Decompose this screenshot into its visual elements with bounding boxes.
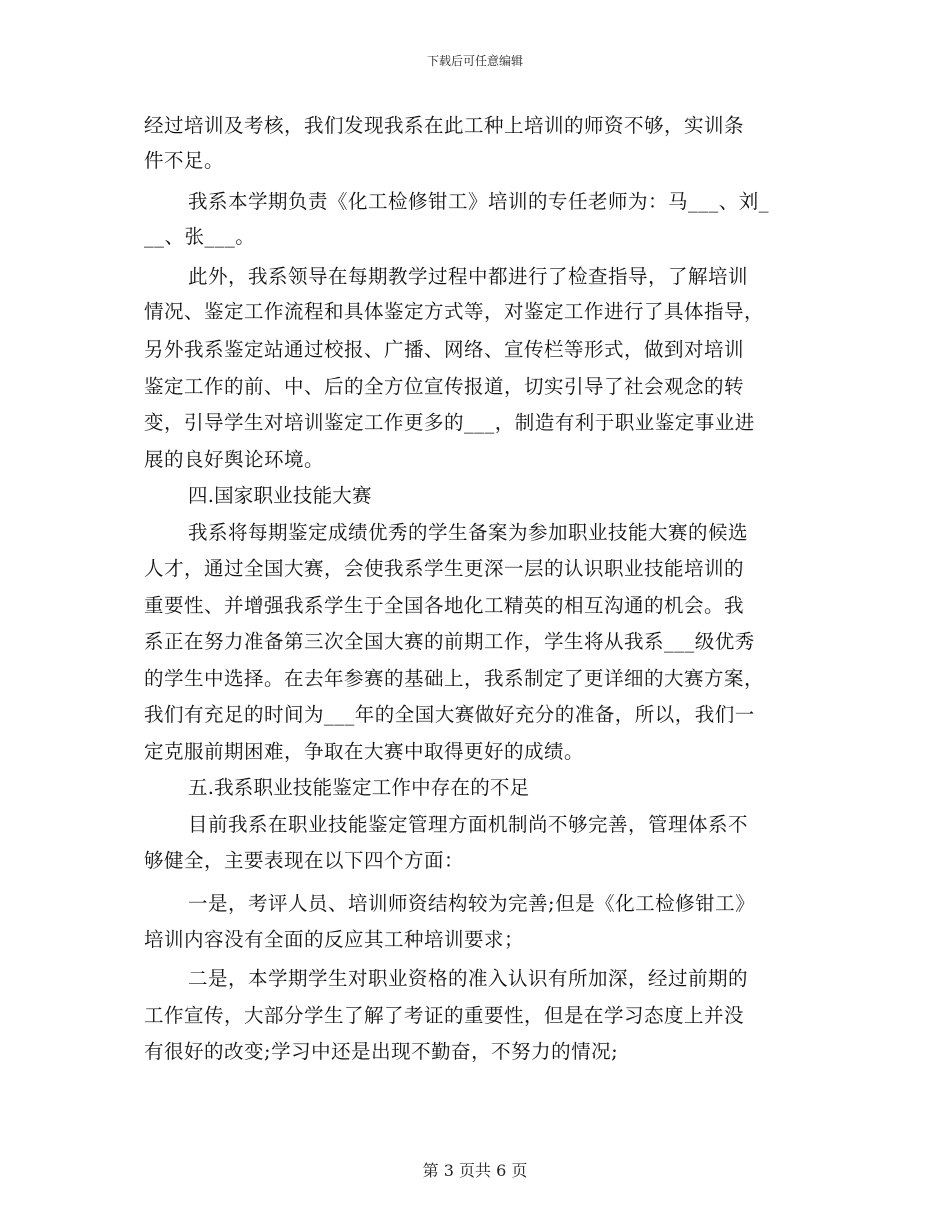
text-line: 人才，通过全国大赛，会使我系学生更深一层的认识职业技能培训的 [144, 557, 745, 580]
text-line: 重要性、并增强我系学生于全国各地化工精英的相互沟通的机会。我 [144, 594, 745, 617]
page-footer: 第 3 页共 6 页 [422, 1161, 528, 1180]
text-line: 我系本学期负责《化工检修钳工》培训的专任老师为：马___、刘_ [188, 190, 770, 213]
text-line: 另外我系鉴定站通过校报、广播、网络、宣传栏等形式，做到对培训 [144, 338, 745, 361]
text-line: 展的良好舆论环境。 [144, 448, 325, 471]
text-line: 鉴定工作的前、中、后的全方位宣传报道，切实引导了社会观念的转 [144, 375, 745, 398]
text-line: 一是，考评人员、培训师资结构较为完善;但是《化工检修钳工》 [188, 892, 756, 915]
text-line: 我系将每期鉴定成绩优秀的学生备案为参加职业技能大赛的候选 [188, 521, 749, 544]
text-line: 二是，本学期学生对职业资格的准入认识有所加深，经过前期的 [188, 967, 749, 990]
text-line: 够健全，主要表现在以下四个方面： [144, 849, 465, 872]
text-line: 此外，我系领导在每期教学过程中都进行了检查指导，了解培训 [188, 265, 749, 288]
page-header: 下载后可任意编辑 [426, 54, 523, 68]
section-heading: 五.我系职业技能鉴定工作中存在的不足 [188, 776, 530, 799]
text-line: 变，引导学生对培训鉴定工作更多的___，制造有利于职业鉴定事业进 [144, 411, 755, 434]
text-line: 件不足。 [144, 149, 225, 172]
text-line: 定克服前期困难，争取在大赛中取得更好的成绩。 [144, 740, 585, 763]
text-line: 经过培训及考核，我们发现我系在此工种上培训的师资不够，实训条 [144, 114, 745, 137]
text-line: 工作宣传，大部分学生了解了考证的重要性，但是在学习态度上并没 [144, 1004, 745, 1027]
text-line: 的学生中选择。在去年参赛的基础上，我系制定了更详细的大赛方案， [144, 667, 765, 690]
text-line: 情况、鉴定工作流程和具体鉴定方式等，对鉴定工作进行了具体指导， [144, 300, 765, 323]
text-line: 有很好的改变;学习中还是出现不勤奋，不努力的情况; [144, 1040, 619, 1063]
text-line: 目前我系在职业技能鉴定管理方面机制尚不够完善，管理体系不 [188, 813, 749, 836]
section-heading: 四.国家职业技能大赛 [188, 484, 372, 507]
text-line: 培训内容没有全面的反应其工种培训要求； [144, 928, 525, 951]
text-line: 系正在努力准备第三次全国大赛的前期工作，学生将从我系___级优秀 [144, 630, 755, 653]
text-line: 我们有充足的时间为___年的全国大赛做好充分的准备，所以，我们一 [144, 703, 755, 726]
text-line: __、张___。 [144, 225, 256, 248]
